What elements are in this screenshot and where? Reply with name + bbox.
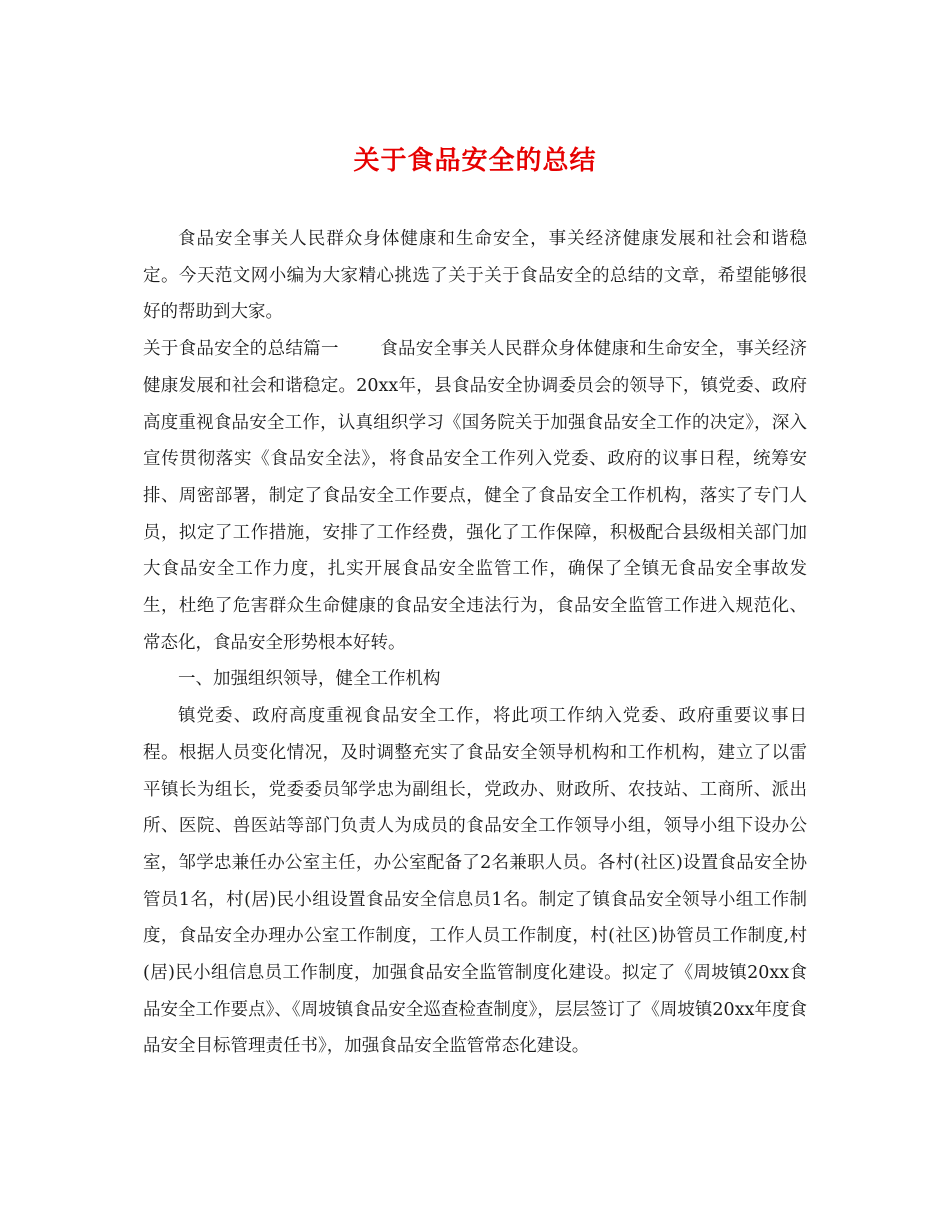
section-one-paragraph: 关于食品安全的总结篇一 食品安全事关人民群众身体健康和生命安全，事关经济健康发展和社会和谐稳定。20xx年，县食品安全协调委员会的领导下，镇党委、政府高度重视食品安全工作，认真组织学习《国务院关于加强食品安全工作的决定》，深入宣传贯彻落实《食品安全法》，将食品安全工作列入党委、政府的议事日程，统筹安排、周密部署，制定了食品安全工作要点，健全了食品安全工作机构，落实了专门人员，拟定了工作措施，安排了工作经费，强化了工作保障，积极配合县级相关部门加大食品安全工作力度，扎实开展食品安全监管工作，确保了全镇无食品安全事故发生，杜绝了危害群众生命健康的食品安全违法行为，食品安全监管工作进入规范化、常态化，食品安全形势根本好转。 [143,339,807,653]
document-title: 关于食品安全的总结 [353,146,597,176]
section-heading: 一、加强组织领导，健全工作机构 [178,669,441,690]
body-paragraph: 镇党委、政府高度重视食品安全工作，将此项工作纳入党委、政府重要议事日程。根据人员变化情况，及时调整充实了食品安全领导机构和工作机构，建立了以雷平镇长为组长，党委委员邹学忠为副组长，党政办、财政所、农技站、工商所、派出所、医院、兽医站等部门负责人为成员的食品安全工作领导小组，领导小组下设办公室，邹学忠兼任办公室主任，办公室配备了2名兼职人员。各村(社区)设置食品安全协管员1名，村(居)民小组设置食品安全信息员1名。制定了镇食品安全领导小组工作制度，食品安全办理办公室工作制度，工作人员工作制度，村(社区)协管员工作制度,村(居)民小组信息员工作制度，加强食品安全监管制度化建设。拟定了《周坡镇20xx食品安全工作要点》、《周坡镇食品安全巡查检查制度》，层层签订了《周坡镇20xx年度食品安全目标管理责任书》，加强食品安全监管常态化建设。 [143,706,807,1057]
intro-paragraph: 食品安全事关人民群众身体健康和生命安全，事关经济健康发展和社会和谐稳定。今天范文网小编为大家精心挑选了关于关于食品安全的总结的文章，希望能够很好的帮助到大家。 [143,229,807,323]
document-body [143,221,807,1065]
